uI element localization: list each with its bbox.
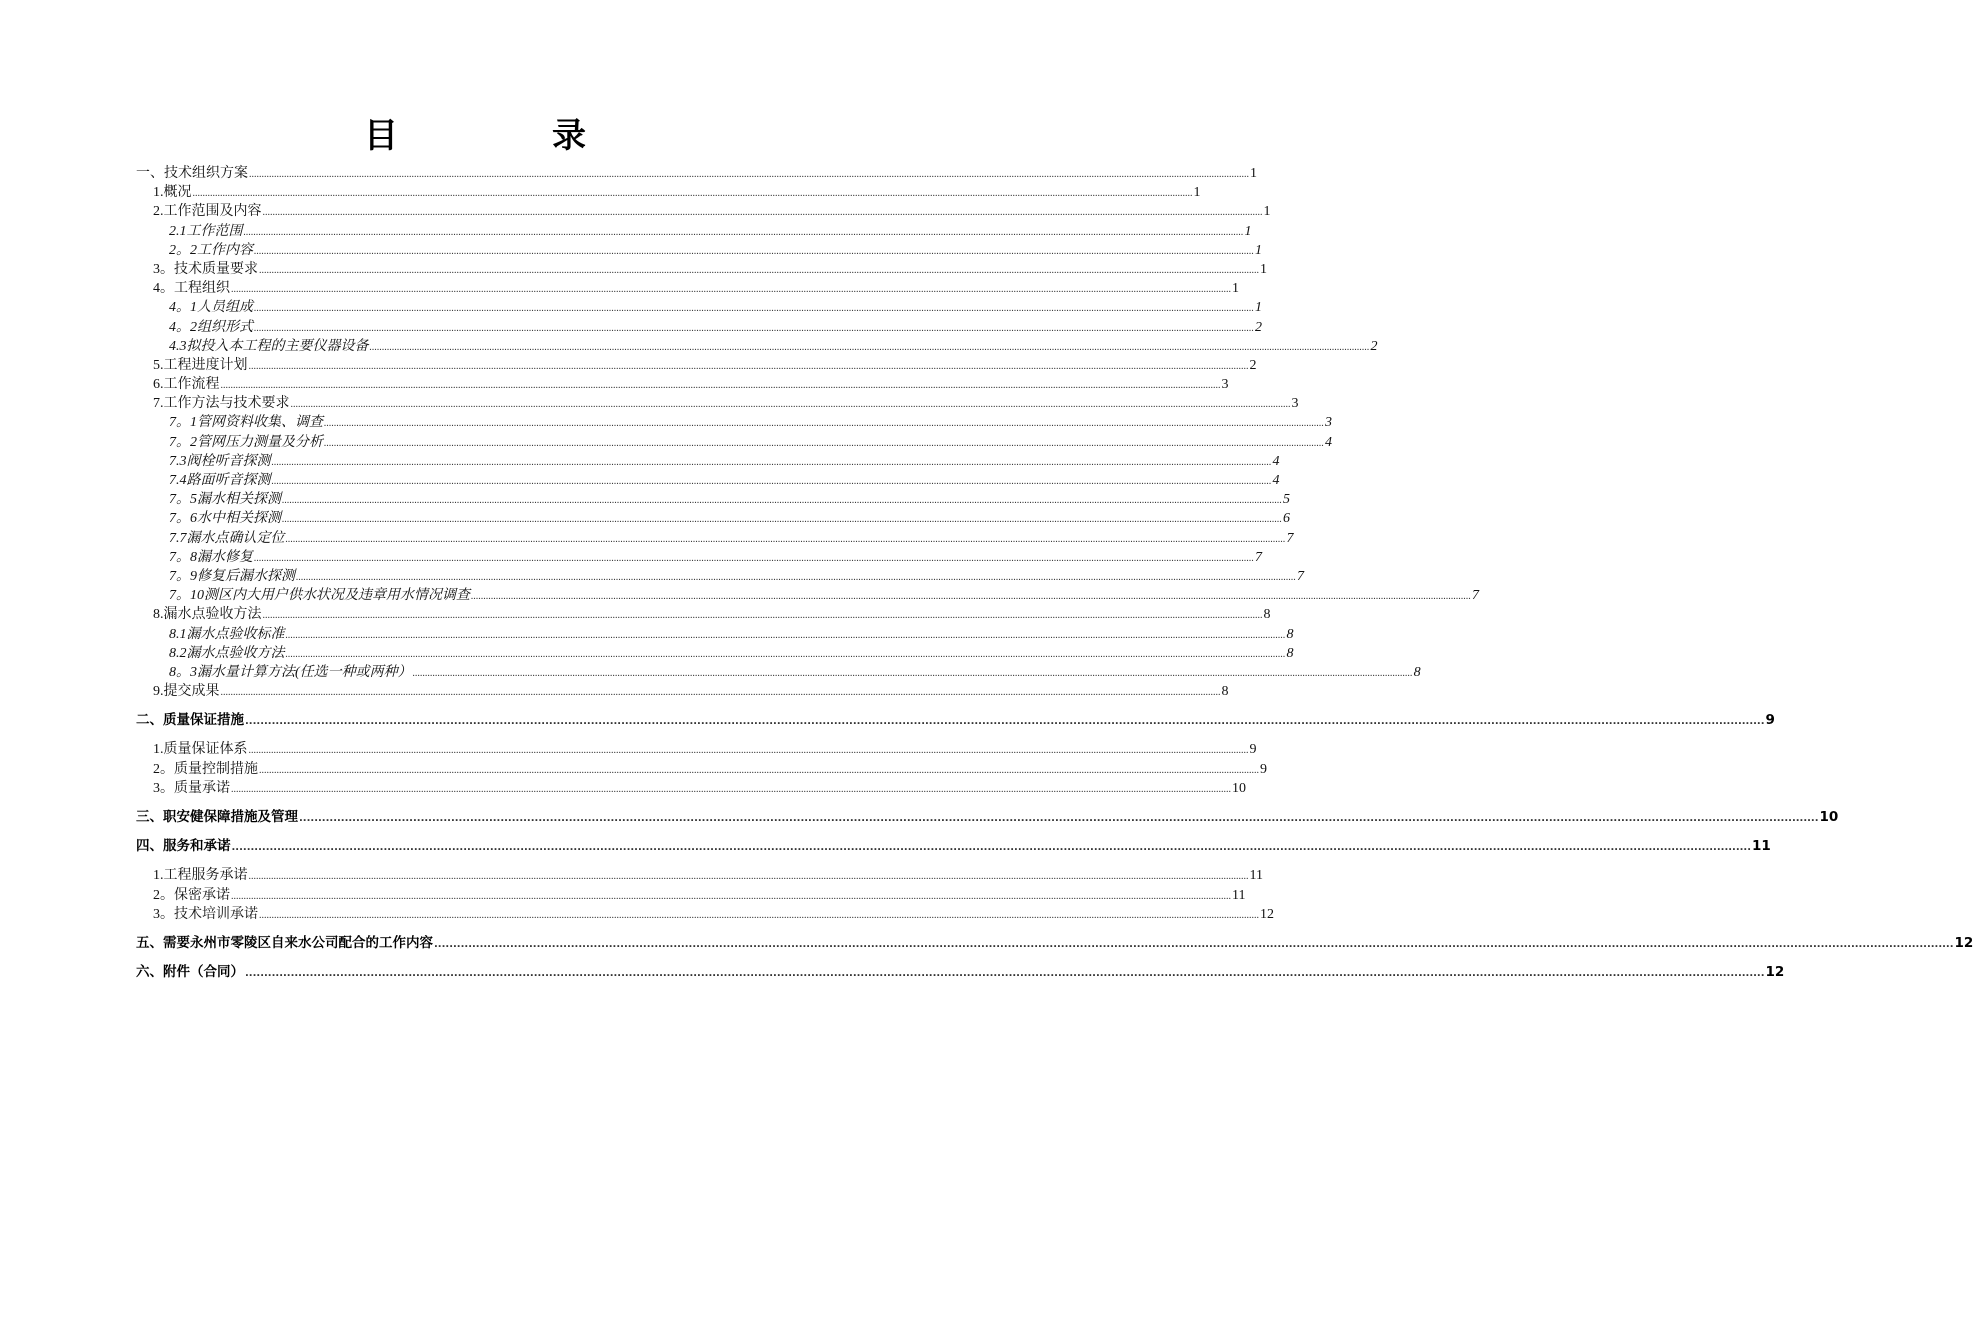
- toc-entry[interactable]: [136, 164, 1257, 183]
- toc-entry-page-number: 4: [1272, 453, 1280, 469]
- toc-entry[interactable]: [136, 260, 1267, 279]
- toc-entry-label: 五、需要永州市零陵区自来水公司配合的工作内容: [136, 934, 433, 951]
- toc-entry[interactable]: [136, 490, 1290, 509]
- toc-entry-page-number: 1: [1263, 204, 1271, 220]
- toc-leader-dots: ................................................................................................................................................................................................................................................................................................................................................................................................................: [231, 842, 1752, 854]
- toc-leader-dots: ................................................................................................................................................................................................................................................................................................................................................................................................................: [259, 909, 1259, 921]
- toc-leader-dots: ................................................................................................................................................................................................................................................................................................................................................................................................................: [231, 890, 1231, 902]
- toc-entry-page-number: 12: [1260, 906, 1274, 922]
- toc-leader-dots: ................................................................................................................................................................................................................................................................................................................................................................................................................: [248, 360, 1249, 372]
- toc-entry-page-number: 1: [1260, 261, 1267, 277]
- toc-entry[interactable]: [136, 509, 1290, 528]
- toc-entry-label: 三、职安健保障措施及管理: [136, 809, 298, 825]
- toc-entry[interactable]: [136, 279, 1239, 298]
- toc-entry-page-number: 8: [1221, 684, 1229, 700]
- toc-leader-dots: ................................................................................................................................................................................................................................................................................................................................................................................................................: [248, 871, 1249, 883]
- toc-entry[interactable]: [136, 356, 1257, 375]
- toc-leader-dots: ................................................................................................................................................................................................................................................................................................................................................................................................................: [324, 437, 1324, 449]
- toc-entry-label: 6.工作流程: [153, 377, 220, 393]
- toc-entry[interactable]: [136, 413, 1332, 432]
- toc-leader-dots: ................................................................................................................................................................................................................................................................................................................................................................................................................: [434, 938, 1954, 950]
- toc-entry-page-number: 1: [1244, 223, 1252, 239]
- toc-leader-dots: ................................................................................................................................................................................................................................................................................................................................................................................................................: [259, 264, 1259, 276]
- toc-entry-page-number: 12: [1954, 934, 1973, 951]
- toc-entry[interactable]: [136, 605, 1271, 624]
- toc-entry-label: 7。8漏水修复: [169, 549, 253, 565]
- toc-entry-page-number: 8: [1413, 664, 1421, 680]
- toc-entry-page-number: 5: [1283, 492, 1290, 508]
- toc-entry[interactable]: [136, 433, 1332, 452]
- toc-entry-label: 8.2漏水点验收方法: [169, 645, 285, 661]
- toc-entry-label: 1.质量保证体系: [153, 742, 248, 758]
- toc-entry[interactable]: [136, 663, 1421, 682]
- toc-entry-page-number: 2: [1370, 338, 1378, 354]
- toc-entry-page-number: 2: [1249, 357, 1257, 373]
- toc-leader-dots: ................................................................................................................................................................................................................................................................................................................................................................................................................: [259, 764, 1259, 776]
- toc-entry-label: 二、质量保证措施: [136, 712, 244, 729]
- toc-entry[interactable]: [136, 586, 1479, 605]
- toc-leader-dots: ................................................................................................................................................................................................................................................................................................................................................................................................................: [369, 341, 1370, 353]
- toc-entry-label: 2。质量控制措施: [153, 761, 258, 777]
- toc-leader-dots: ................................................................................................................................................................................................................................................................................................................................................................................................................: [285, 629, 1286, 641]
- toc-entry[interactable]: [136, 760, 1267, 779]
- toc-entry-label: 3。技术质量要求: [153, 261, 258, 277]
- toc-entry-label: 7.3阀栓听音探测: [169, 453, 271, 469]
- toc-entry-label: 4.3拟投入本工程的主要仪器设备: [169, 338, 369, 354]
- toc-entry-label: 7.4路面听音探测: [169, 473, 271, 488]
- toc-entry-page-number: 11: [1232, 887, 1246, 903]
- toc-entry-page-number: 9: [1765, 712, 1775, 729]
- toc-entry[interactable]: [136, 779, 1246, 798]
- toc-leader-dots: ................................................................................................................................................................................................................................................................................................................................................................................................................: [220, 380, 1221, 392]
- toc-entry[interactable]: [136, 866, 1263, 885]
- toc-entry-page-number: 7: [1297, 568, 1304, 584]
- toc-entry-page-number: 9: [1260, 761, 1267, 777]
- toc-entry[interactable]: [136, 375, 1229, 394]
- toc-leader-dots: ................................................................................................................................................................................................................................................................................................................................................................................................................: [324, 418, 1324, 430]
- toc-entry-page-number: 10: [1819, 809, 1839, 825]
- toc-entry-label: 9.提交成果: [153, 684, 220, 700]
- toc-title: 目 录: [364, 116, 646, 156]
- toc-entry-page-number: 7: [1472, 588, 1479, 604]
- toc-entry-label: 8.1漏水点验收标准: [169, 626, 285, 642]
- toc-entry-page-number: 1: [1250, 166, 1257, 181]
- toc-entry-label: 7。6水中相关探测: [169, 511, 281, 527]
- toc-entry-label: 4。工程组织: [153, 281, 230, 297]
- toc-leader-dots: ................................................................................................................................................................................................................................................................................................................................................................................................................: [290, 399, 1291, 411]
- toc-entry[interactable]: [136, 529, 1294, 548]
- toc-entry[interactable]: [136, 183, 1201, 202]
- toc-leader-dots: ................................................................................................................................................................................................................................................................................................................................................................................................................: [231, 284, 1231, 296]
- toc-entry-label: 2。2工作内容: [169, 242, 253, 258]
- toc-entry-label: 1.概况: [153, 185, 192, 201]
- toc-entry-label: 1.工程服务承诺: [153, 868, 248, 884]
- toc-entry[interactable]: [136, 682, 1229, 701]
- toc-entry-label: 8。3漏水量计算方法(任选一种或两种）: [169, 664, 412, 680]
- toc-entry[interactable]: [136, 318, 1262, 337]
- toc-entry-page-number: 3: [1325, 415, 1332, 431]
- toc-entry-label: 7。5漏水相关探测: [169, 492, 281, 508]
- toc-leader-dots: ................................................................................................................................................................................................................................................................................................................................................................................................................: [254, 245, 1254, 257]
- toc-entry[interactable]: [136, 625, 1294, 644]
- toc-entry[interactable]: [136, 394, 1299, 413]
- toc-entry-label: 2.工作范围及内容: [153, 204, 262, 220]
- toc-leader-dots: ................................................................................................................................................................................................................................................................................................................................................................................................................: [249, 169, 1249, 180]
- toc-leader-dots: ................................................................................................................................................................................................................................................................................................................................................................................................................: [271, 476, 1272, 487]
- toc-entry-label: 2.1工作范围: [169, 223, 243, 239]
- toc-leader-dots: ................................................................................................................................................................................................................................................................................................................................................................................................................: [282, 495, 1282, 507]
- toc-entry-label: 8.漏水点验收方法: [153, 607, 262, 623]
- toc-entry[interactable]: [136, 471, 1280, 490]
- toc-leader-dots: ................................................................................................................................................................................................................................................................................................................................................................................................................: [245, 968, 1765, 980]
- toc-entry-label: 5.工程进度计划: [153, 357, 248, 373]
- toc-leader-dots: ................................................................................................................................................................................................................................................................................................................................................................................................................: [262, 207, 1263, 219]
- toc-entry-page-number: 6: [1283, 511, 1290, 527]
- toc-entry-page-number: 8: [1286, 645, 1294, 661]
- toc-entry[interactable]: [136, 644, 1294, 663]
- toc-entry[interactable]: [136, 740, 1257, 759]
- toc-leader-dots: ................................................................................................................................................................................................................................................................................................................................................................................................................: [243, 226, 1244, 238]
- toc-entry-page-number: 1: [1232, 281, 1239, 297]
- toc-leader-dots: ................................................................................................................................................................................................................................................................................................................................................................................................................: [299, 813, 1819, 824]
- toc-entry-label: 7.7漏水点确认定位: [169, 530, 285, 546]
- toc-entry-label: 7。1管网资料收集、调查: [169, 415, 323, 431]
- toc-entry-page-number: 7: [1255, 549, 1262, 565]
- toc-entry-page-number: 8: [1263, 607, 1271, 623]
- toc-entry-page-number: 7: [1286, 530, 1294, 546]
- toc-entry[interactable]: [136, 548, 1262, 567]
- toc-leader-dots: ................................................................................................................................................................................................................................................................................................................................................................................................................: [285, 648, 1286, 660]
- toc-entry-page-number: 1: [1255, 300, 1262, 316]
- toc-entry-page-number: 10: [1232, 780, 1246, 796]
- toc-entry-label: 7.工作方法与技术要求: [153, 396, 290, 412]
- toc-entry[interactable]: [136, 241, 1262, 260]
- toc-entry[interactable]: [136, 337, 1378, 356]
- toc-leader-dots: ................................................................................................................................................................................................................................................................................................................................................................................................................: [285, 533, 1286, 545]
- toc-leader-dots: ................................................................................................................................................................................................................................................................................................................................................................................................................: [471, 591, 1471, 603]
- toc-entry-page-number: 9: [1249, 742, 1257, 758]
- toc-entry[interactable]: [136, 222, 1252, 241]
- toc-entry[interactable]: [136, 905, 1274, 924]
- toc-leader-dots: ................................................................................................................................................................................................................................................................................................................................................................................................................: [231, 783, 1231, 795]
- table-of-contents: [136, 164, 1973, 982]
- toc-entry-page-number: 3: [1221, 377, 1229, 393]
- toc-leader-dots: ................................................................................................................................................................................................................................................................................................................................................................................................................: [245, 716, 1765, 728]
- toc-entry-label: 7。9修复后漏水探测: [169, 568, 295, 584]
- toc-entry-page-number: 1: [1193, 185, 1201, 201]
- toc-entry-label: 4。2组织形式: [169, 319, 253, 335]
- toc-leader-dots: ................................................................................................................................................................................................................................................................................................................................................................................................................: [282, 514, 1282, 526]
- toc-entry[interactable]: [136, 711, 1775, 730]
- toc-entry-page-number: 2: [1255, 319, 1262, 335]
- toc-entry-label: 7。10测区内大用户供水状况及违章用水情况调查: [169, 588, 470, 604]
- toc-entry-label: 4。1人员组成: [169, 300, 253, 316]
- toc-entry[interactable]: [136, 298, 1262, 317]
- toc-entry-label: 2。保密承诺: [153, 887, 230, 903]
- toc-entry-label: 六、附件（合同）: [136, 964, 244, 981]
- toc-entry[interactable]: [136, 934, 1973, 953]
- toc-entry[interactable]: [136, 452, 1280, 471]
- toc-leader-dots: ................................................................................................................................................................................................................................................................................................................................................................................................................: [192, 188, 1193, 200]
- toc-leader-dots: ................................................................................................................................................................................................................................................................................................................................................................................................................: [254, 322, 1254, 334]
- toc-entry-page-number: 1: [1255, 242, 1262, 258]
- toc-leader-dots: ................................................................................................................................................................................................................................................................................................................................................................................................................: [220, 687, 1221, 699]
- toc-leader-dots: ................................................................................................................................................................................................................................................................................................................................................................................................................: [254, 303, 1254, 315]
- toc-entry[interactable]: [136, 963, 1785, 982]
- toc-leader-dots: ................................................................................................................................................................................................................................................................................................................................................................................................................: [296, 571, 1296, 583]
- toc-entry-page-number: 4: [1272, 473, 1280, 488]
- toc-leader-dots: ................................................................................................................................................................................................................................................................................................................................................................................................................: [412, 667, 1413, 679]
- toc-entry[interactable]: [136, 202, 1271, 221]
- toc-entry[interactable]: [136, 808, 1839, 827]
- toc-entry-page-number: 4: [1325, 434, 1332, 450]
- toc-entry-label: 四、服务和承诺: [136, 838, 231, 855]
- toc-entry-page-number: 8: [1286, 626, 1294, 642]
- toc-entry-page-number: 11: [1249, 868, 1263, 884]
- toc-leader-dots: ................................................................................................................................................................................................................................................................................................................................................................................................................: [262, 610, 1263, 622]
- toc-leader-dots: ................................................................................................................................................................................................................................................................................................................................................................................................................: [254, 552, 1254, 564]
- toc-entry-label: 3。质量承诺: [153, 780, 230, 796]
- toc-entry-label: 7。2管网压力测量及分析: [169, 434, 323, 450]
- toc-entry-page-number: 11: [1752, 838, 1771, 855]
- toc-entry[interactable]: [136, 837, 1771, 856]
- toc-entry-label: 一、技术组织方案: [136, 166, 248, 181]
- toc-leader-dots: ................................................................................................................................................................................................................................................................................................................................................................................................................: [248, 745, 1249, 757]
- toc-entry[interactable]: [136, 886, 1246, 905]
- toc-entry-page-number: 12: [1765, 964, 1785, 981]
- toc-leader-dots: ................................................................................................................................................................................................................................................................................................................................................................................................................: [271, 456, 1272, 468]
- toc-entry[interactable]: [136, 567, 1304, 586]
- toc-entry-label: 3。技术培训承诺: [153, 906, 258, 922]
- toc-entry-page-number: 3: [1291, 396, 1299, 412]
